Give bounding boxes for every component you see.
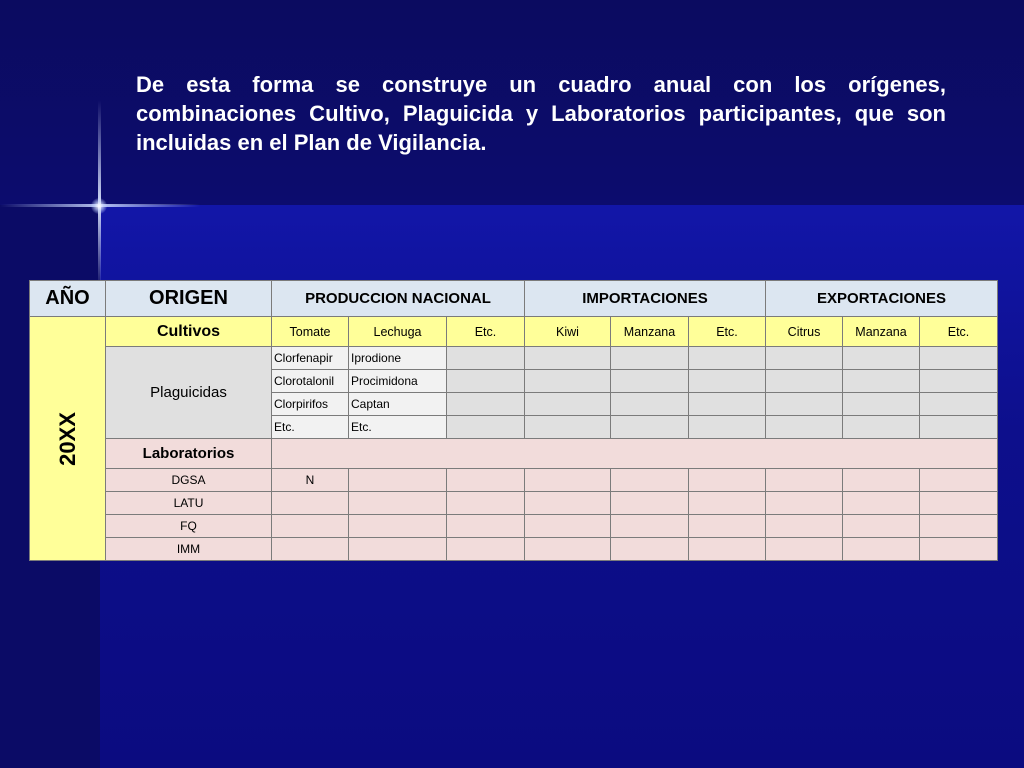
lab-row xyxy=(30,492,998,515)
empty-cell xyxy=(349,538,447,561)
empty-cell xyxy=(920,393,998,416)
empty-cell xyxy=(920,347,998,370)
lab-mark: N xyxy=(272,469,349,492)
empty-cell xyxy=(920,492,998,515)
empty-cell xyxy=(766,538,843,561)
empty-cell xyxy=(689,393,766,416)
pesticide-cell: Iprodione xyxy=(349,347,447,370)
empty-cell xyxy=(689,370,766,393)
empty-cell xyxy=(766,416,843,439)
empty-cell xyxy=(920,538,998,561)
cultivos-row xyxy=(30,317,998,347)
crop-cell: Tomate xyxy=(272,317,349,347)
empty-cell xyxy=(349,469,447,492)
empty-cell xyxy=(843,492,920,515)
crop-cell: Etc. xyxy=(689,317,766,347)
crop-cell: Kiwi xyxy=(525,317,611,347)
empty-cell xyxy=(766,515,843,538)
empty-cell xyxy=(525,515,611,538)
empty-cell xyxy=(525,370,611,393)
empty-cell xyxy=(525,347,611,370)
crop-cell: Etc. xyxy=(447,317,525,347)
empty-cell xyxy=(766,393,843,416)
header-produccion-nacional: PRODUCCION NACIONAL xyxy=(272,281,525,317)
empty-cell xyxy=(611,515,689,538)
empty-cell xyxy=(272,538,349,561)
year-cell xyxy=(30,317,106,561)
empty-cell xyxy=(447,393,525,416)
empty-cell xyxy=(843,515,920,538)
crop-cell: Etc. xyxy=(920,317,998,347)
empty-cell xyxy=(843,469,920,492)
empty-cell xyxy=(611,347,689,370)
empty-cell xyxy=(272,515,349,538)
slide-heading: De esta forma se construye un cuadro anual con los orígenes, combinaciones Cultivo, Plaguicida y Laboratorios participantes, que son incluidas en el Plan de Vigilancia. xyxy=(136,72,946,155)
lab-row xyxy=(30,515,998,538)
laboratorios-label: Laboratorios xyxy=(106,439,272,469)
table-header-row xyxy=(30,281,998,317)
empty-cell xyxy=(447,370,525,393)
empty-cell xyxy=(611,370,689,393)
star-flare-core xyxy=(91,198,107,214)
lab-name: DGSA xyxy=(106,469,272,492)
empty-cell xyxy=(611,469,689,492)
empty-cell xyxy=(766,347,843,370)
empty-cell xyxy=(920,515,998,538)
empty-cell xyxy=(525,469,611,492)
header-importaciones: IMPORTACIONES xyxy=(525,281,766,317)
crop-cell: Lechuga xyxy=(349,317,447,347)
empty-cell xyxy=(272,492,349,515)
lab-name: IMM xyxy=(106,538,272,561)
empty-cell xyxy=(920,469,998,492)
empty-cell xyxy=(525,393,611,416)
pesticide-row xyxy=(30,347,998,370)
header-exportaciones: EXPORTACIONES xyxy=(766,281,998,317)
empty-cell xyxy=(447,515,525,538)
pesticide-cell: Captan xyxy=(349,393,447,416)
empty-cell xyxy=(689,538,766,561)
pesticide-cell: Etc. xyxy=(349,416,447,439)
header-year: AÑO xyxy=(30,281,106,317)
pesticide-cell: Clorpirifos xyxy=(272,393,349,416)
empty-cell xyxy=(689,469,766,492)
empty-cell xyxy=(349,492,447,515)
empty-cell xyxy=(843,370,920,393)
lab-row xyxy=(30,469,998,492)
crop-cell: Manzana xyxy=(611,317,689,347)
pesticide-cell: Clorfenapir xyxy=(272,347,349,370)
surveillance-plan-table xyxy=(29,280,998,561)
pesticide-cell: Clorotalonil xyxy=(272,370,349,393)
empty-cell xyxy=(766,469,843,492)
empty-cell xyxy=(525,416,611,439)
empty-cell xyxy=(920,370,998,393)
empty-cell xyxy=(525,538,611,561)
empty-cell xyxy=(447,416,525,439)
empty-cell xyxy=(689,515,766,538)
pesticide-cell: Etc. xyxy=(272,416,349,439)
empty-cell xyxy=(349,515,447,538)
empty-cell xyxy=(447,469,525,492)
star-flare-vertical xyxy=(98,100,101,290)
empty-cell xyxy=(525,492,611,515)
empty-cell xyxy=(447,492,525,515)
crop-cell: Manzana xyxy=(843,317,920,347)
empty-cell xyxy=(689,492,766,515)
empty-cell xyxy=(689,347,766,370)
empty-cell xyxy=(766,492,843,515)
empty-cell xyxy=(843,538,920,561)
empty-cell xyxy=(611,416,689,439)
lab-row xyxy=(30,538,998,561)
empty-cell xyxy=(843,347,920,370)
empty-cell xyxy=(843,416,920,439)
empty-cell xyxy=(447,347,525,370)
header-origin: ORIGEN xyxy=(106,281,272,317)
year-label: 20XX xyxy=(54,411,80,466)
lab-name: LATU xyxy=(106,492,272,515)
empty-cell xyxy=(689,416,766,439)
empty-cell xyxy=(447,538,525,561)
empty-cell xyxy=(766,370,843,393)
lab-name: FQ xyxy=(106,515,272,538)
empty-cell xyxy=(843,393,920,416)
crop-cell: Citrus xyxy=(766,317,843,347)
empty-cell xyxy=(611,538,689,561)
laboratorios-span-cell xyxy=(272,439,998,469)
cultivos-label: Cultivos xyxy=(106,317,272,347)
plaguicidas-label: Plaguicidas xyxy=(106,347,272,439)
laboratorios-row xyxy=(30,439,998,469)
empty-cell xyxy=(920,416,998,439)
pesticide-cell: Procimidona xyxy=(349,370,447,393)
empty-cell xyxy=(611,492,689,515)
empty-cell xyxy=(611,393,689,416)
